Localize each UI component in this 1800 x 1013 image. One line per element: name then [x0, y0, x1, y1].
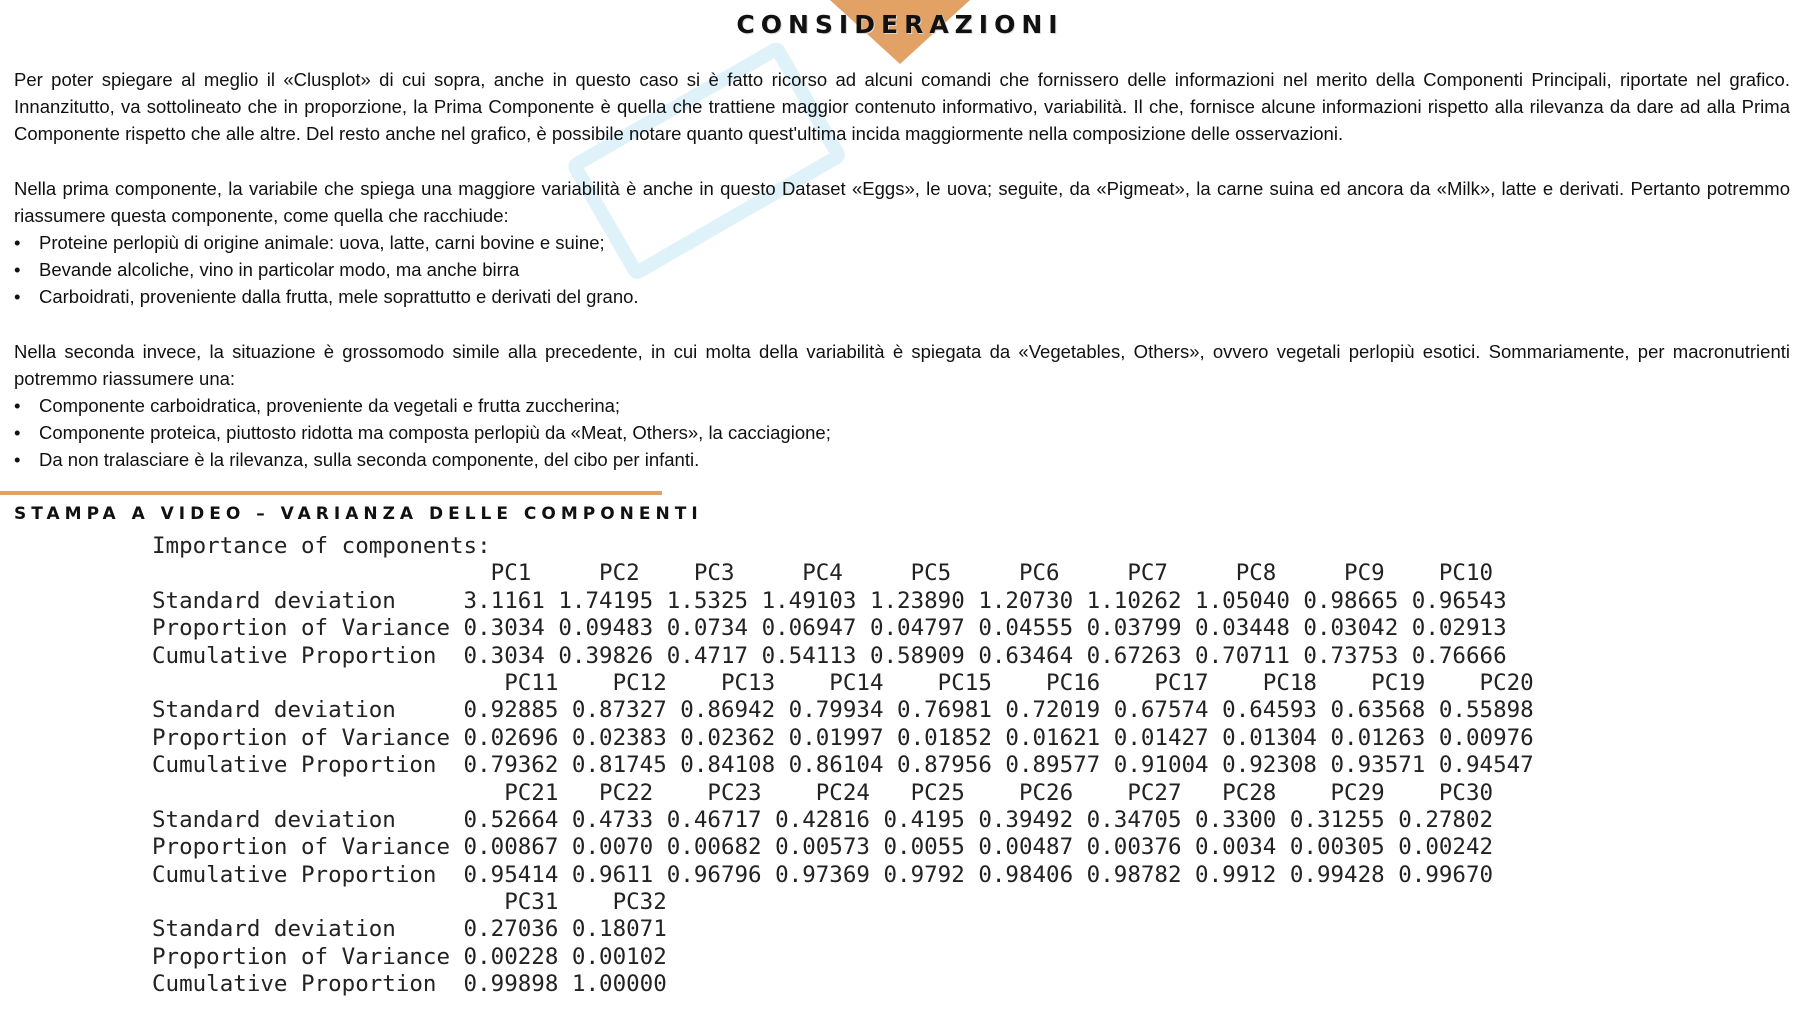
console-line: Standard deviation 0.52664 0.4733 0.46717 0.42816 0.4195 0.39492 0.34705 0.3300 0.31255 0.27802: [152, 806, 1494, 833]
console-line: Proportion of Variance 0.3034 0.09483 0.0734 0.06947 0.04797 0.04555 0.03799 0.03448 0.03042 0.02913: [152, 615, 1507, 642]
console-line: Standard deviation 0.92885 0.87327 0.86942 0.79934 0.76981 0.72019 0.67574 0.64593 0.63568 0.55898: [152, 697, 1534, 724]
console-line: Proportion of Variance 0.02696 0.02383 0.02362 0.01997 0.01852 0.01621 0.01427 0.01304 0.01263 0.00976: [152, 724, 1534, 751]
console-line: Cumulative Proportion 0.99898 1.00000: [152, 971, 667, 998]
section-divider: [0, 491, 662, 495]
list-item: • Da non tralasciare è la rilevanza, sulla seconda componente, del cibo per infanti.: [14, 446, 1790, 473]
console-line: PC11 PC12 PC13 PC14 PC15 PC16 PC17 PC18 PC19 PC20: [152, 669, 1534, 696]
console-line: Standard deviation 0.27036 0.18071: [152, 916, 667, 943]
second-component-paragraph: Nella seconda invece, la situazione è grossomodo simile alla precedente, in cui molta della variabilità è spiegata da «Vegetables, Others», ovvero vegetali perlopiù esotici. Sommariamente, per macronutrienti potremmo riassumere una:: [14, 340, 1790, 389]
console-line: PC1 PC2 PC3 PC4 PC5 PC6 PC7 PC8 PC9 PC10: [152, 560, 1494, 587]
console-line: Proportion of Variance 0.00228 0.00102: [152, 943, 667, 970]
list-item: • Proteine perlopiù di origine animale: uova, latte, carni bovine e suine;: [14, 229, 1790, 256]
console-line: Cumulative Proportion 0.95414 0.9611 0.96796 0.97369 0.9792 0.98406 0.98782 0.9912 0.99428 0.99670: [152, 861, 1494, 888]
console-line: Cumulative Proportion 0.3034 0.39826 0.4717 0.54113 0.58909 0.63464 0.67263 0.70711 0.73753 0.76666: [152, 642, 1507, 669]
first-component-paragraph: Nella prima componente, la variabile che spiega una maggiore variabilità è anche in questo Dataset «Eggs», le uova; seguite, da «Pigmeat», la carne suina ed ancora da «Milk», latte e derivati. Pertanto potremmo riassumere questa componente, come quella che racchiude:: [14, 177, 1790, 226]
second-component-list: [14, 392, 1790, 474]
first-component-list: [14, 229, 1790, 311]
console-line: Cumulative Proportion 0.79362 0.81745 0.84108 0.86104 0.87956 0.89577 0.91004 0.92308 0.93571 0.94547: [152, 752, 1534, 779]
page-title: CONSIDERAZIONI: [736, 10, 1064, 39]
console-line: PC21 PC22 PC23 PC24 PC25 PC26 PC27 PC28 PC29 PC30: [152, 779, 1494, 806]
list-item: • Carboidrati, proveniente dalla frutta, mele soprattutto e derivati del grano.: [14, 283, 1790, 310]
body-text: [14, 66, 1790, 474]
console-line: PC31 PC32: [152, 889, 667, 916]
list-item: • Componente carboidratica, proveniente da vegetali e frutta zuccherina;: [14, 392, 1790, 419]
console-line: Proportion of Variance 0.00867 0.0070 0.00682 0.00573 0.0055 0.00487 0.00376 0.0034 0.00305 0.00242: [152, 834, 1494, 861]
section-title: STAMPA A VIDEO – VARIANZA DELLE COMPONENTI: [14, 504, 703, 524]
console-line: Standard deviation 3.1161 1.74195 1.5325 1.49103 1.23890 1.20730 1.10262 1.05040 0.98665 0.96543: [152, 587, 1507, 614]
intro-paragraph: Per poter spiegare al meglio il «Clusplot» di cui sopra, anche in questo caso si è fatto ricorso ad alcuni comandi che fornissero delle informazioni nel merito della Componenti Principali, riportate nel grafico. Innanzitutto, va sottolineato che in proporzione, la Prima Componente è quella che trattiene maggior contenuto informativo, variabilità. Il che, fornisce alcune informazioni rispetto alla rilevanza da dare ad alla Prima Componente rispetto che alle altre. Del resto anche nel grafico, è possibile notare quanto quest'ultima incida maggiormente nella composizione delle osservazioni.: [14, 69, 1790, 145]
list-item: • Bevande alcoliche, vino in particolar modo, ma anche birra: [14, 256, 1790, 283]
console-line: Importance of components:: [152, 533, 491, 559]
list-item: • Componente proteica, piuttosto ridotta ma composta perlopiù da «Meat, Others», la cacciagione;: [14, 419, 1790, 446]
console-output: [152, 533, 1534, 999]
